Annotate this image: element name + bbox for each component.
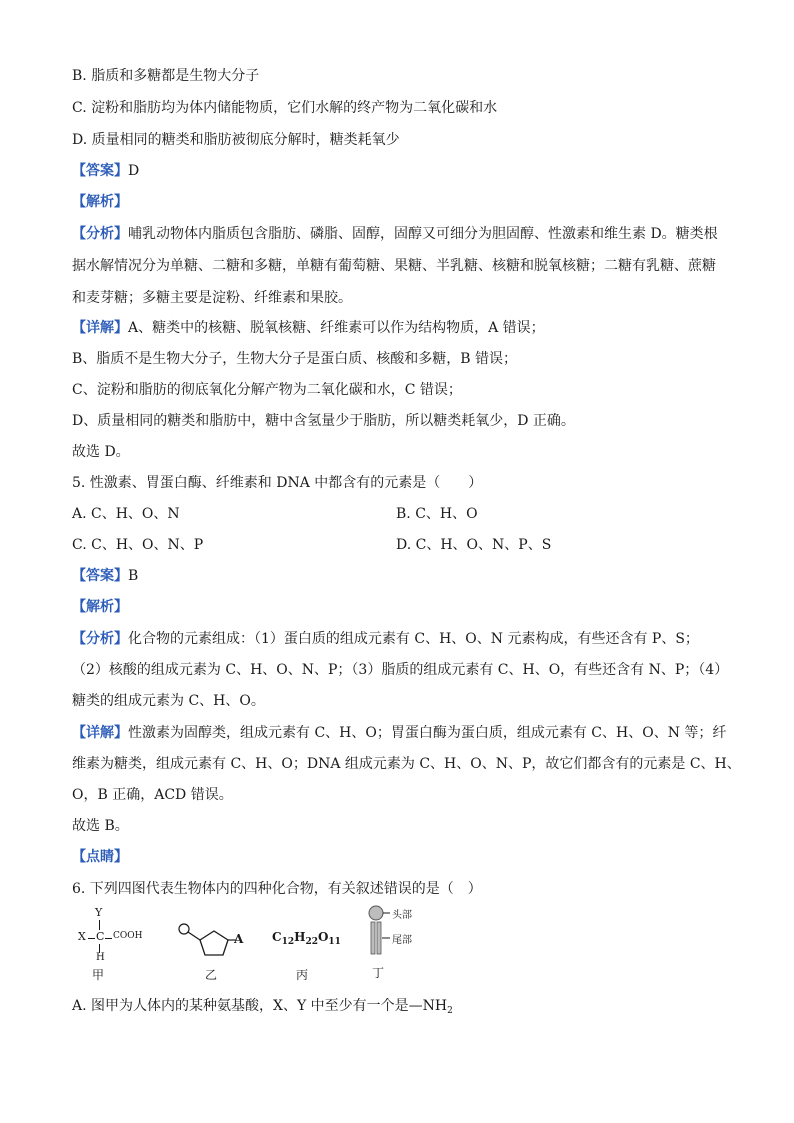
jia-x-label: X <box>78 930 86 943</box>
q5-stem: 5. 性激素、胃蛋白酶、纤维素和 DNA 中都含有的元素是（ ） <box>72 475 483 491</box>
ding-caption: 丁 <box>372 966 385 980</box>
yi-caption: 乙 <box>205 968 218 982</box>
q4-answer <box>72 161 139 181</box>
bing-c-sub: 12 <box>281 937 295 947</box>
bing-caption: 丙 <box>296 968 309 982</box>
q4-xiangjie-line-1 <box>72 318 545 338</box>
q5-answer <box>72 566 138 586</box>
q5-conclusion: 故选 B。 <box>72 818 129 834</box>
xiangjie-label: 【详解】 <box>72 725 128 741</box>
q5-option-b: B. C、H、O <box>396 506 478 522</box>
jia-bond-top <box>99 920 100 930</box>
q5-option-a: A. C、H、O、N <box>72 506 180 522</box>
q5-dianjing <box>72 847 128 867</box>
yi-a-label: A <box>234 932 244 946</box>
q4-xiangjie-line-4: D、质量相同的糖类和脂肪中，糖中含氢量少于脂肪，所以糖类耗氧少，D 正确。 <box>72 413 575 429</box>
jia-y-label: Y <box>95 906 103 919</box>
analysis-label: 【解析】 <box>72 599 128 615</box>
ding-tail-label: 尾部 <box>392 935 412 946</box>
answer-label: 【答案】 <box>72 163 128 179</box>
dianjing-label: 【点睛】 <box>72 849 128 865</box>
fenxi-text: 哺乳动物体内脂质包含脂肪、磷脂、固醇，固醇又可细分为胆固醇、性激素和维生素 D。糖类根 <box>128 226 718 242</box>
ding-phospholipid-icon <box>366 904 392 964</box>
fenxi-label: 【分析】 <box>72 631 128 647</box>
bing-h-sub: 22 <box>305 937 318 947</box>
figure-ding <box>366 904 426 982</box>
q6-option-a <box>72 996 453 1021</box>
q5-option-c: C. C、H、O、N、P <box>72 537 204 553</box>
q4-fenxi-line-3: 和麦芽糖；多糖主要是淀粉、纤维素和果胶。 <box>72 290 352 306</box>
answer-value: B <box>128 568 139 584</box>
jia-bond-right <box>105 938 112 939</box>
q4-option-b: B. 脂质和多糖都是生物大分子 <box>72 68 260 84</box>
jia-caption: 甲 <box>92 968 105 982</box>
q4-option-c: C. 淀粉和脂肪均为体内储能物质，它们水解的终产物为二氧化碳和水 <box>72 100 498 116</box>
q6-option-a-text: A. 图甲为人体内的某种氨基酸，X、Y 中至少有一个是—NH <box>72 998 448 1014</box>
q5-xiangjie-line-2: 维素为糖类，组成元素有 C、H、O；DNA 组成元素为 C、H、O、N、P，故它们都含有的元素是 C、H、 <box>72 756 741 772</box>
answer-value: D <box>128 163 140 179</box>
bing-c: C <box>272 930 282 944</box>
q4-xiangjie-line-2: B、脂质不是生物大分子，生物大分子是蛋白质、核酸和多糖，B 错误； <box>72 351 518 367</box>
q4-fenxi-line-2: 据水解情况分为单糖、二糖和多糖，单糖有葡萄糖、果糖、半乳糖、核糖和脱氧核糖；二糖有乳糖、蔗糖 <box>72 258 716 274</box>
q5-fenxi-line-2: （2）核酸的组成元素为 C、H、O、N、P；（3）脂质的组成元素有 C、H、O，有些还含有 N、P；（4） <box>72 662 729 678</box>
xiangjie-label: 【详解】 <box>72 320 128 336</box>
bing-o-sub: 11 <box>328 937 341 947</box>
bing-h: H <box>294 930 306 944</box>
bing-o: O <box>317 930 329 944</box>
figure-bing <box>272 930 342 982</box>
q4-xiangjie-line-3: C、淀粉和脂肪的彻底氧化分解产物为二氧化碳和水，C 错误； <box>72 382 462 398</box>
jia-bond-left <box>88 938 95 939</box>
xiangjie-text: A、糖类中的核糖、脱氧核糖、纤维素可以作为结构物质，A 错误； <box>128 320 545 336</box>
analysis-label: 【解析】 <box>72 194 128 210</box>
answer-label: 【答案】 <box>72 568 128 584</box>
q5-fenxi-line-1 <box>72 629 699 649</box>
figure-yi <box>176 920 246 982</box>
fenxi-text: 化合物的元素组成：（1）蛋白质的组成元素有 C、H、O、N 元素构成，有些还含有 P、S； <box>128 631 699 647</box>
q4-option-d: D. 质量相同的糖类和脂肪被彻底分解时，糖类耗氧少 <box>72 132 400 148</box>
q4-fenxi-line-1 <box>72 224 718 244</box>
bing-formula <box>272 930 342 947</box>
fenxi-label: 【分析】 <box>72 226 128 242</box>
jia-cooh-label: COOH <box>113 931 143 941</box>
q6-option-a-sub: 2 <box>447 1006 453 1016</box>
ding-head-label: 头部 <box>392 910 412 921</box>
q5-xiangjie-line-3: O，B 正确，ACD 错误。 <box>72 787 233 803</box>
xiangjie-text: 性激素为固醇类，组成元素有 C、H、O；胃蛋白酶为蛋白质，组成元素有 C、H、O、N 等；纤 <box>128 725 727 741</box>
q6-stem: 6. 下列四图代表生物体内的四种化合物，有关叙述错误的是（ ） <box>72 881 482 897</box>
q5-analysis-label <box>72 597 128 617</box>
figure-jia <box>78 906 148 982</box>
q4-conclusion: 故选 D。 <box>72 444 130 460</box>
q5-xiangjie-line-1 <box>72 723 726 743</box>
jia-h-label: H <box>96 952 105 963</box>
q4-analysis-label <box>72 192 128 212</box>
q5-fenxi-line-3: 糖类的组成元素为 C、H、O。 <box>72 693 265 709</box>
q5-option-d: D. C、H、O、N、P、S <box>396 537 552 553</box>
jia-c-label: C <box>96 930 105 943</box>
